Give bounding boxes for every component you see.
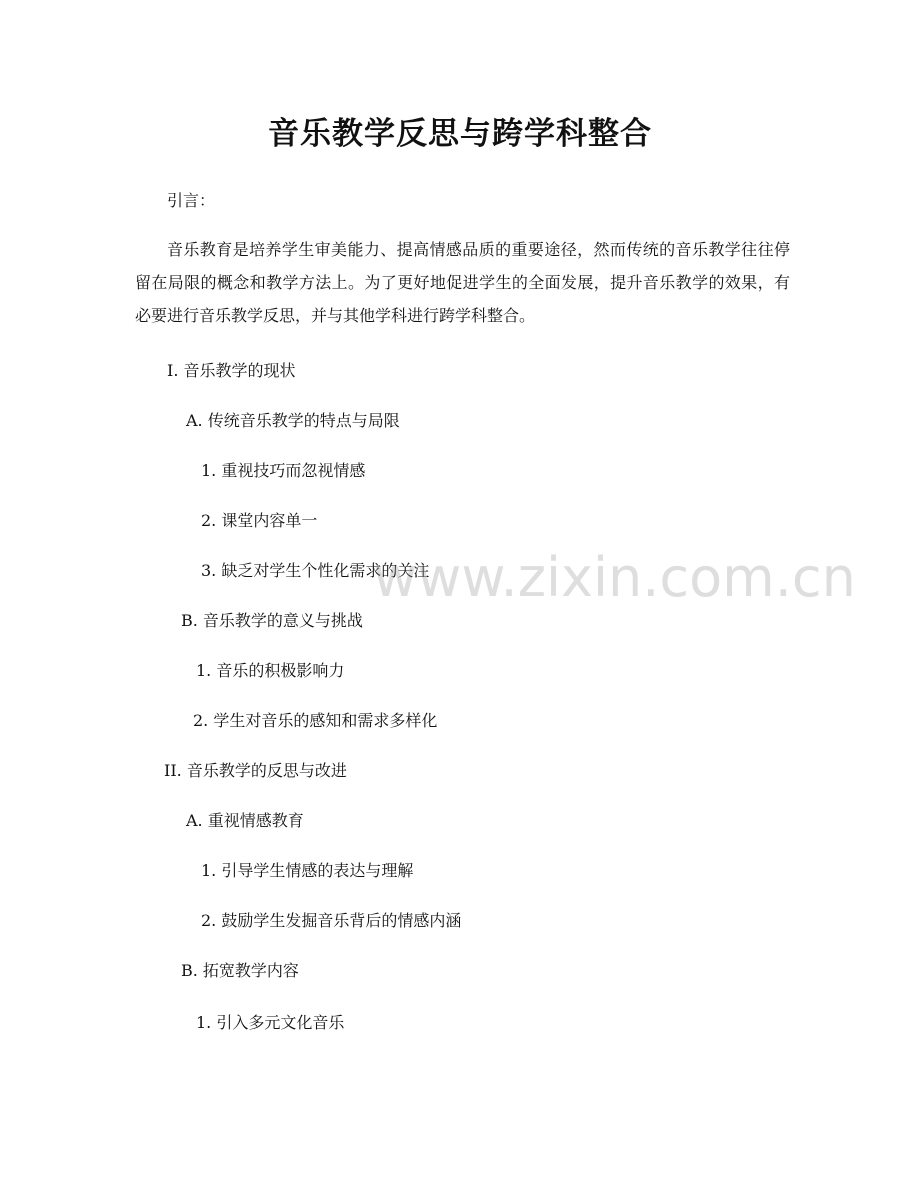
outline-item-5: 3. 缺乏对学生个性化需求的关注 bbox=[201, 561, 430, 580]
outline-item-10: A. 重视情感教育 bbox=[186, 811, 304, 830]
outline-item-8: 2. 学生对音乐的感知和需求多样化 bbox=[193, 711, 438, 730]
outline-item-7: 1. 音乐的积极影响力 bbox=[196, 661, 345, 680]
watermark: www.zixin.com.cn bbox=[373, 546, 856, 609]
intro-paragraph: 音乐教育是培养学生审美能力、提高情感品质的重要途径，然而传统的音乐教学往往停留在局限的概念和教学方法上。为了更好地促进学生的全面发展，提升音乐教学的效果，有必要进行音乐教学反思，并与其他学科进行跨学科整合。 bbox=[135, 240, 790, 325]
document-title: 音乐教学反思与跨学科整合 bbox=[268, 116, 652, 152]
outline-item-14: 1. 引入多元文化音乐 bbox=[196, 1013, 345, 1032]
outline-item-3: 1. 重视技巧而忽视情感 bbox=[201, 461, 366, 480]
outline-item-6: B. 音乐教学的意义与挑战 bbox=[181, 611, 363, 630]
outline-item-9: II. 音乐教学的反思与改进 bbox=[164, 761, 347, 780]
outline-item-2: A. 传统音乐教学的特点与局限 bbox=[186, 411, 400, 430]
intro-heading: 引言： bbox=[167, 191, 216, 210]
outline-item-1: I. 音乐教学的现状 bbox=[167, 361, 296, 380]
outline-item-11: 1. 引导学生情感的表达与理解 bbox=[201, 861, 414, 880]
outline-item-13: B. 拓宽教学内容 bbox=[181, 961, 299, 980]
outline-item-12: 2. 鼓励学生发掘音乐背后的情感内涵 bbox=[201, 911, 462, 930]
outline-item-4: 2. 课堂内容单一 bbox=[201, 511, 318, 530]
